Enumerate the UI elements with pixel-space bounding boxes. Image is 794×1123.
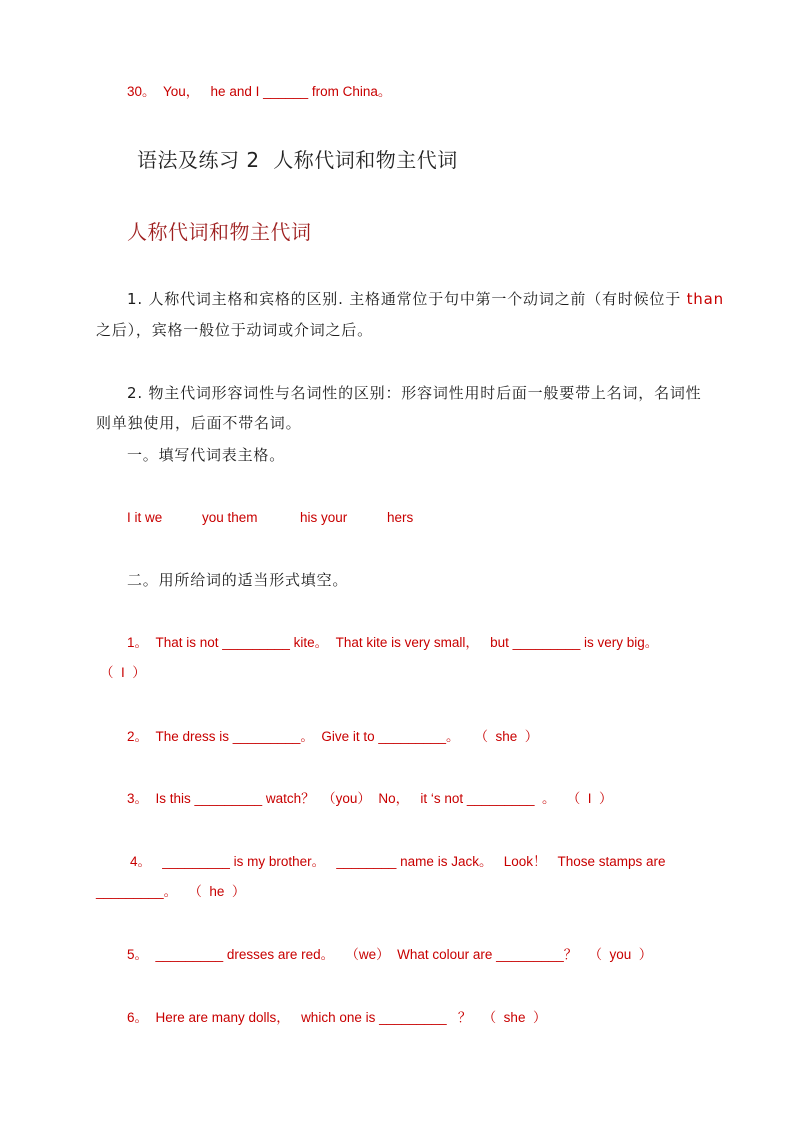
note-2-line-2: 则单独使用，后面不带名词。	[96, 414, 302, 432]
note-1-line-1	[127, 289, 724, 309]
exercise-item-1: 1。 That is not _________ kite。 That kite is very small， but _________ is very big。	[127, 635, 659, 650]
note-1-keyword-than: than	[686, 290, 724, 308]
section-subtitle: 人称代词和物主代词	[127, 220, 312, 244]
note-1-line-2: 之后），宾格一般位于动词或介词之后。	[96, 321, 373, 339]
exercise-item-4-continued: _________。 （ he ）	[96, 884, 246, 899]
previous-exercise-item: 30。 You， he and I ______ from China。	[127, 84, 392, 99]
exercise-item-5: 5。 _________ dresses are red。 （we） What colour are _________？ （ you ）	[127, 947, 653, 962]
exercise-item-2: 2。 The dress is _________。 Give it to _________。 （ she ）	[127, 729, 539, 744]
pronoun-group: his your	[300, 510, 348, 525]
section-1-heading: 一。填写代词表主格。	[127, 446, 286, 464]
note-2-line-1: 2. 物主代词形容词性与名词性的区别：形容词性用时后面一般要带上名词，名词性	[127, 384, 702, 402]
note-1-text: 1. 人称代词主格和宾格的区别. 主格通常位于句中第一个动词之前（有时候位于	[127, 290, 687, 308]
pronoun-group: I it we	[127, 510, 163, 525]
section-2-heading: 二。用所给词的适当形式填空。	[127, 571, 349, 589]
pronoun-group: you them	[202, 510, 258, 525]
exercise-item-4: 4。 _________ is my brother。 ________ name is Jack。 Look！ Those stamps are	[130, 854, 666, 869]
pronoun-group: hers	[387, 510, 414, 525]
exercise-item-3: 3。 Is this _________ watch？ （you） No， it ‘s not _________ 。 （ I ）	[127, 791, 613, 806]
exercise-item-1-hint: （ I ）	[100, 665, 146, 680]
page-title: 语法及练习 2 人称代词和物主代词	[137, 148, 458, 172]
exercise-item-6: 6。 Here are many dolls， which one is _________ ？ （ she ）	[127, 1010, 547, 1025]
